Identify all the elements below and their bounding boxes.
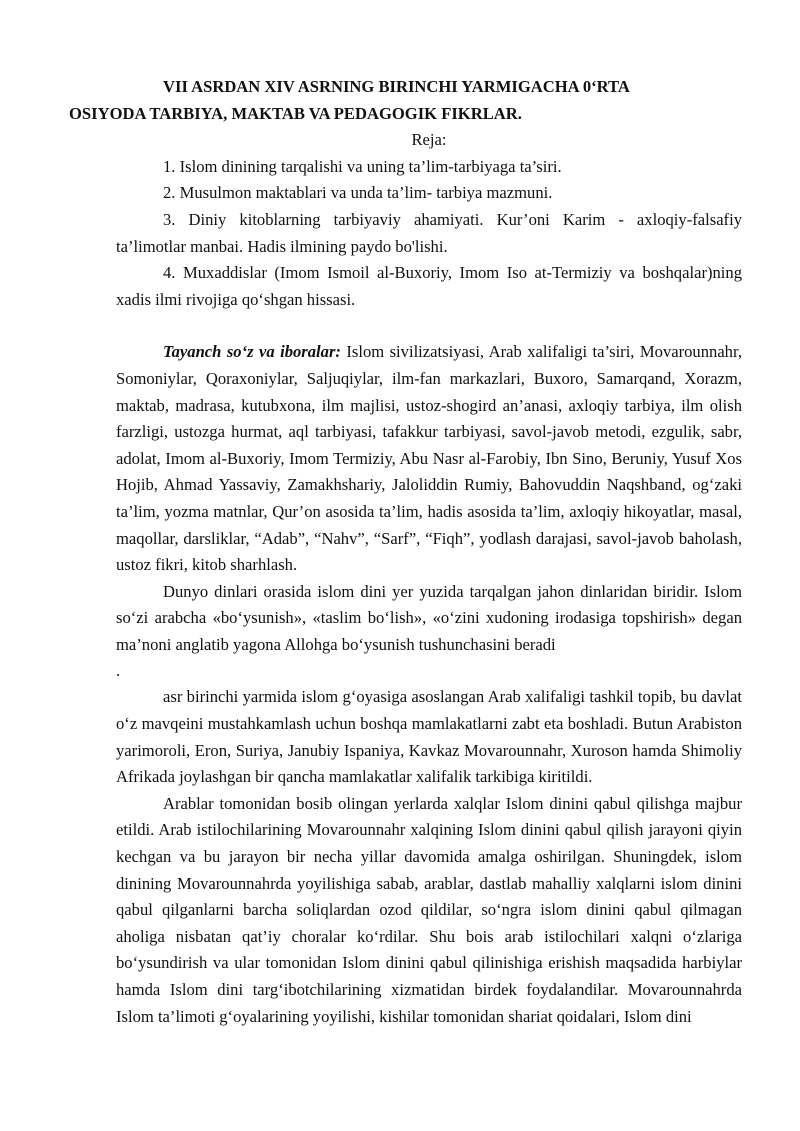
title-line-2: OSIYODA TARBIYA, MAKTAB VA PEDAGOGIK FIKRLAR. <box>69 103 522 123</box>
keywords-label: Tayanch so‘z va iboralar: <box>163 342 341 362</box>
title-line-1: VII ASRDAN XIV ASRNING BIRINCHI YARMIGACHA 0‘RTA <box>163 77 630 96</box>
plan-item: 3. Diniy kitoblarning tarbiyaviy ahamiyati. Kur’oni Karim - axloqiy-falsafiy ta’limotlar manbai. Hadis ilmining paydo bo'lishi. <box>116 209 742 256</box>
plan-item: 2. Musulmon maktablari va unda ta’lim- tarbiya mazmuni. <box>163 183 553 203</box>
document-body <box>69 74 742 1030</box>
spacer <box>116 313 742 339</box>
paragraph-3: Arablar tomonidan bosib olingan yerlarda xalqlar Islom dinini qabul qilishga majbur etildi. Arab istilochilarining Movarounnahr xalqining Islom dinini qabul qilish jarayoni qiyin kechgan va bu jarayon bir necha yillar davomida amalga oshirilgan. Shuningdek, islom dinining Movarounnahrda yoyilishiga sabab, arablar, dastlab mahalliy xalqlarni islom dinini qabul qilganlarni barcha soliqlardan ozod qildilar, so‘ngra islom dinini qabul qilmagan aholiga nisbatan qat’iy choralar ko‘rdilar. Shu bois arab istilochilari xalqni o‘zlariga bo‘ysundirish va ular tomonidan Islom dinini qabul qilinishiga erishish maqsadida harbiylar hamda Islom dini targ‘ibotchilarining xizmatidan birdek foydalandilar. Movarounnahrda Islom ta’limoti g‘oyalarining yoyilishi, kishilar tomonidan shariat qoidalari, Islom dini <box>116 793 742 1026</box>
plan-item: 4. Muxaddislar (Imom Ismoil al-Buxoriy, Imom Iso at-Termiziy va boshqalar)ning xadis ilmi rivojiga qo‘shgan hissasi. <box>116 263 742 309</box>
plan-item: 1. Islom dinining tarqalishi va uning ta’lim-tarbiyaga ta’siri. <box>163 156 562 176</box>
paragraph-1: Dunyo dinlari orasida islom dini yer yuzida tarqalgan jahon dinlaridan biridir. Islom so‘zi arabcha «bo‘ysunish», «taslim bo‘lish», «o‘zini xudoning irodasiga topshirish» degan ma’noni anglatib yagona Allohga bo‘ysunish tushunchasini beradi <box>116 581 742 654</box>
keywords-paragraph <box>116 339 742 578</box>
plan-list <box>116 154 742 314</box>
paragraph-2: asr birinchi yarmida islom g‘oyasiga asoslangan Arab xalifaligi tashkil topib, bu davlat o‘z mavqeini mustahkamlash uchun boshqa mamlakatlarni zabt eta boshladi. Butun Arabiston yarimoroli, Eron, Suriya, Janubiy Ispaniya, Kavkaz Movarounnahr, Xuroson hamda Shimoliy Afrikada joylashgan bir qancha mamlakatlar xalifalik tarkibiga kiritildi. <box>116 687 742 787</box>
paragraph-1-dot: . <box>116 661 121 681</box>
document-title <box>69 74 742 127</box>
keywords-text: Islom sivilizatsiyasi, Arab xalifaligi ta’siri, Movarounnahr, Somoniylar, Qoraxoniylar, Saljuqiylar, ilm-fan markazlari, Buxoro, Samarqand, Xorazm, maktab, madrasa, kutubxona, ilm majlisi, ustoz-shogird an’anasi, axloqiy tarbiya, ilm olish farzligi, ustozga hurmat, aql tarbiyasi, tafakkur tarbiyasi, savol-javob metodi, ezgulik, sabr, adolat, Imom al-Buxoriy, Imom Termiziy, Abu Nasr al-Farobiy, Ibn Sino, Beruniy, Yusuf Xos Hojib, Ahmad Yassaviy, Zamakhshariy, Jaloliddin Rumiy, Bahovuddin Naqshband, og‘zaki ta’lim, yozma matnlar, Qur’on asosida ta’lim, hadis asosida ta’lim, axloqiy hikoyatlar, masal, maqollar, darsliklar, “Adab”, “Nahv”, “Sarf”, “Fiqh”, yodlash darajasi, savol-javob baholash, ustoz fikri, kitob sharhlash. <box>116 342 742 575</box>
plan-heading: Reja: <box>411 130 447 150</box>
